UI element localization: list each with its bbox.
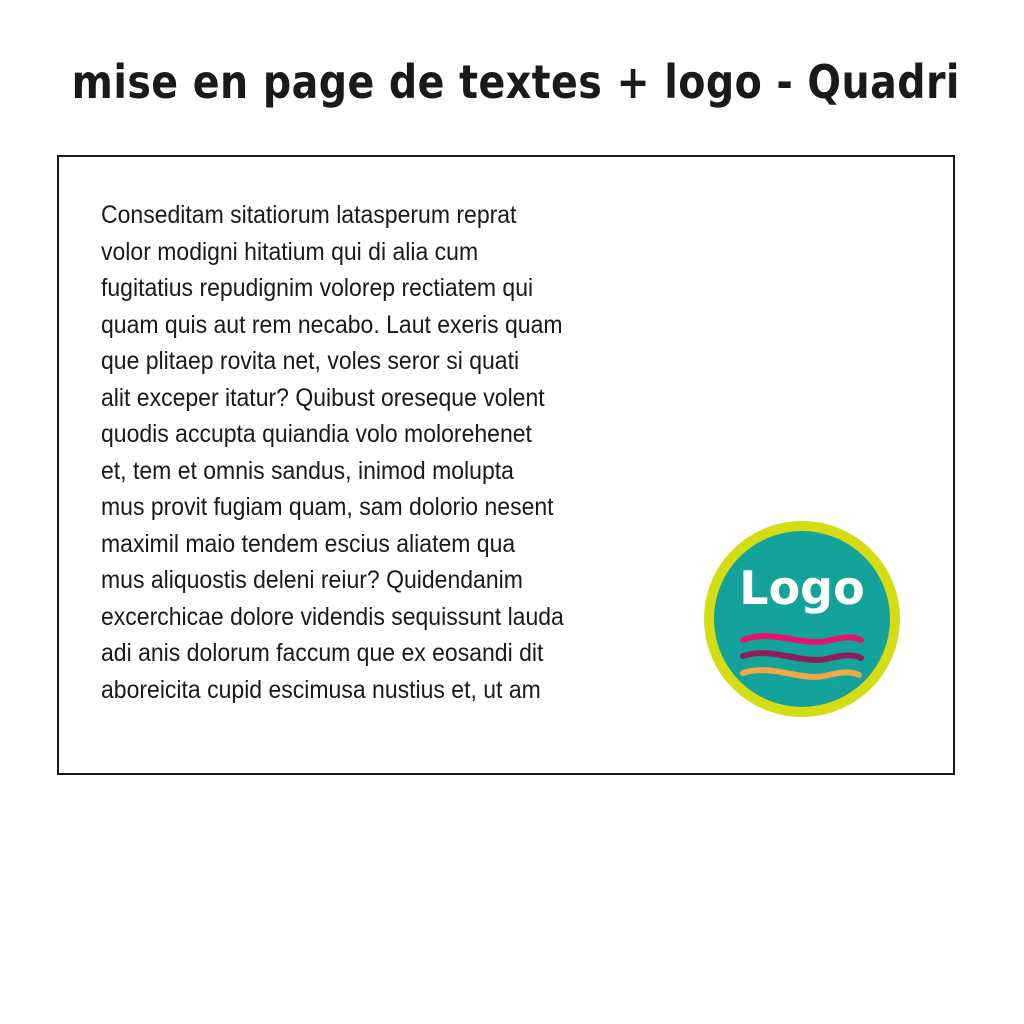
body-text-line: alit exceper itatur? Quibust oreseque volent [101, 383, 545, 412]
body-text-line: fugitatius repudignim volorep rectiatem qui [101, 274, 534, 302]
logo-label: Logo [739, 561, 865, 615]
body-text-line: mus provit fugiam quam, sam dolorio nesent [101, 493, 554, 521]
layout-frame [57, 155, 955, 775]
body-text-line: quodis accupta quiandia volo molorehenet [101, 420, 532, 448]
body-text-line: que plitaep rovita net, voles seror si quati [101, 347, 520, 375]
body-text-line: aboreicita cupid escimusa nustius et, ut am [101, 675, 541, 704]
body-text-line: quam quis aut rem necabo. Laut exeris quam [101, 310, 563, 339]
logo [703, 520, 901, 718]
body-text-line: maximil maio tendem escius aliatem qua [101, 529, 516, 558]
body-text-line: et, tem et omnis sandus, inimod molupta [101, 456, 514, 485]
logo-graphic [703, 520, 901, 718]
body-text-line: excerchicae dolore videndis sequissunt lauda [101, 602, 564, 631]
body-text-line: volor modigni hitatium qui di alia cum [101, 237, 479, 266]
body-text-line: adi anis dolorum faccum que ex eosandi dit [101, 639, 544, 667]
page-title: mise en page de textes + logo - Quadri [71, 55, 960, 109]
body-text [101, 197, 661, 708]
body-text-line: mus aliquostis deleni reiur? Quidendanim [101, 566, 523, 594]
logo-disc [714, 531, 890, 707]
body-text-line: Conseditam sitatiorum latasperum reprat [101, 201, 517, 229]
